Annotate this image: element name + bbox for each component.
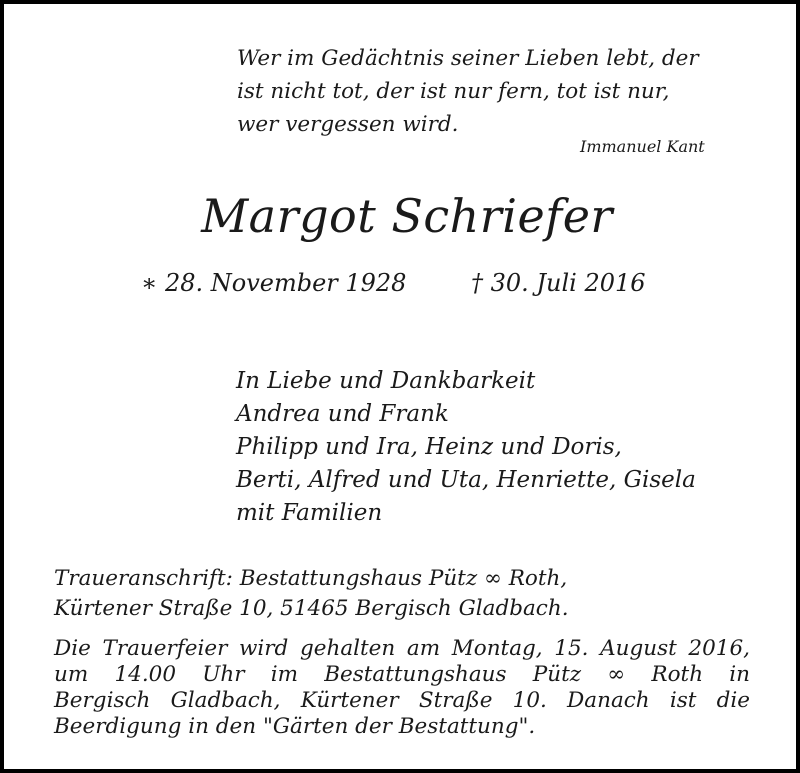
quote-author: Immanuel Kant (580, 137, 705, 156)
mourners-list (236, 365, 696, 530)
quote-line: Wer im Gedächtnis seiner Lieben lebt, der (237, 46, 699, 71)
mourners-line: In Liebe und Dankbarkeit (236, 368, 536, 394)
quote-line: wer vergessen wird. (237, 112, 459, 137)
mourning-address (54, 564, 569, 624)
quote-line: ist nicht tot, der ist nur fern, tot ist nur, (237, 79, 670, 104)
quote (237, 42, 767, 141)
address-line: Traueranschrift: Bestattungshaus Pütz ∞ Roth, (54, 566, 568, 591)
service-line: um 14.00 Uhr im Bestattungshaus Pütz ∞ Roth in (54, 662, 750, 687)
deceased-name (4, 189, 800, 243)
funeral-service-notice (54, 636, 750, 740)
birth-date: ∗ 28. November 1928 (141, 269, 407, 297)
deceased-name-text: Margot Schriefer (201, 189, 613, 243)
address-line: Kürtener Straße 10, 51465 Bergisch Gladbach. (54, 596, 569, 621)
service-line: Beerdigung in den "Gärten der Bestattung". (54, 714, 536, 739)
mourners-line: Philipp und Ira, Heinz und Doris, (236, 434, 622, 460)
mourners-line: mit Familien (236, 500, 383, 526)
service-line: Bergisch Gladbach, Kürtener Straße 10. Danach ist die (54, 688, 750, 713)
service-line: Die Trauerfeier wird gehalten am Montag, 15. August 2016, (54, 636, 750, 661)
mourners-line: Berti, Alfred und Uta, Henriette, Gisela (236, 467, 696, 493)
death-date: † 30. Juli 2016 (471, 269, 646, 297)
mourners-line: Andrea und Frank (236, 401, 449, 427)
